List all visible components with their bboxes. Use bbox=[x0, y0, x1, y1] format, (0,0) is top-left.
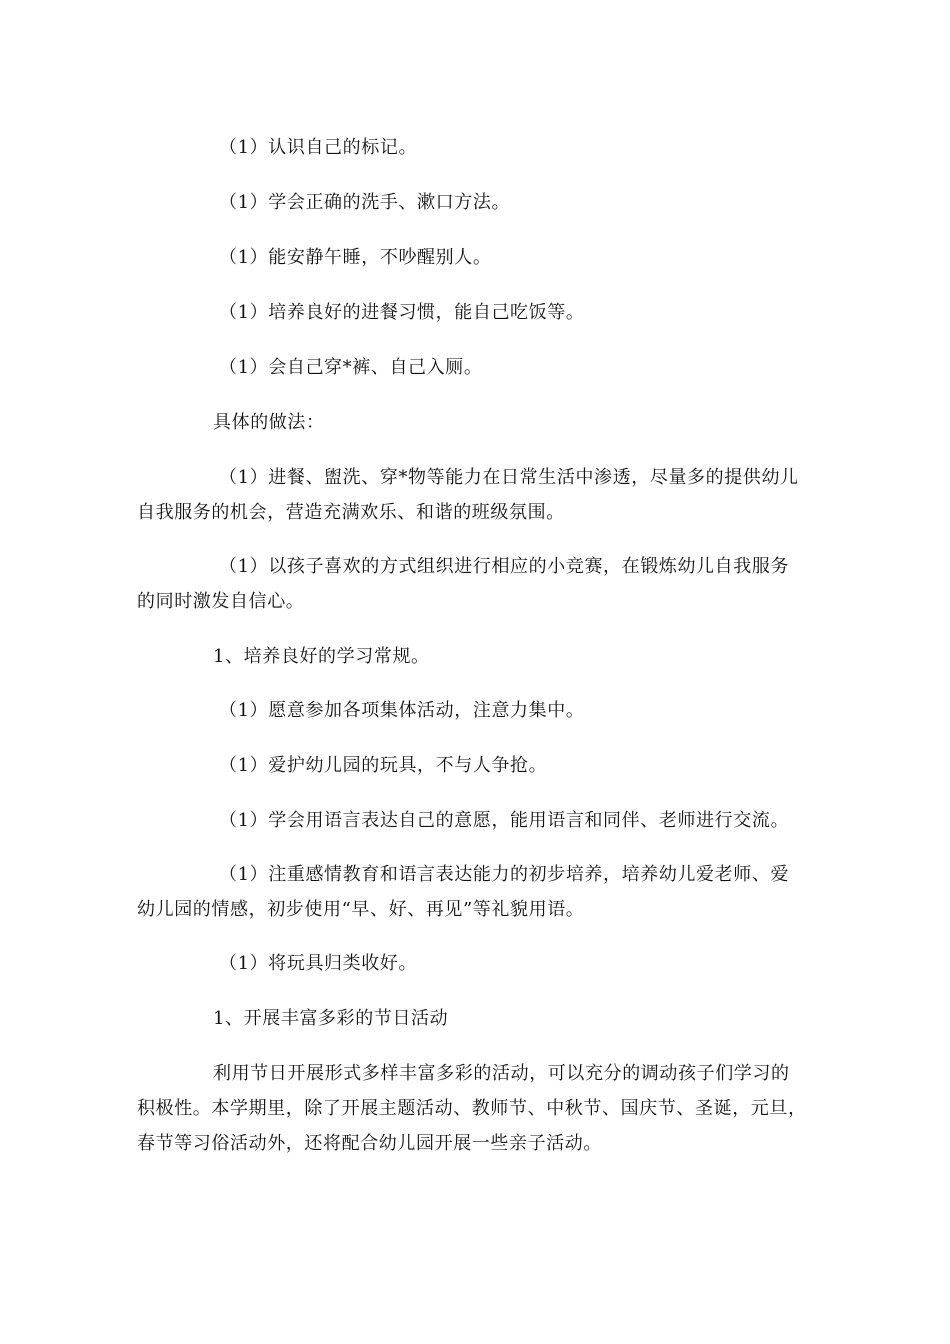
paragraph-line: 春节等习俗活动外，还将配合幼儿园开展一些亲子活动。 bbox=[137, 1133, 602, 1154]
paragraph-line: （1）将玩具归类收好。 bbox=[219, 953, 418, 974]
paragraph-line: 幼儿园的情感，初步使用“早、好、再见”等礼貌用语。 bbox=[137, 899, 585, 920]
paragraph-line: 自我服务的机会，营造充满欢乐、和谐的班级氛围。 bbox=[137, 502, 565, 523]
paragraph-line: （1）爱护幼儿园的玩具，不与人争抢。 bbox=[219, 755, 548, 776]
section-heading: 具体的做法： bbox=[213, 412, 325, 433]
paragraph-line: （1）培养良好的进餐习惯，能自己吃饭等。 bbox=[219, 302, 585, 323]
paragraph-line: （1）以孩子喜欢的方式组织进行相应的小竞赛，在锻炼幼儿自我服务 bbox=[219, 556, 790, 577]
section-heading: 1、培养良好的学习常规。 bbox=[213, 646, 430, 667]
paragraph-line: （1）注重感情教育和语言表达能力的初步培养，培养幼儿爱老师、爱 bbox=[219, 864, 790, 885]
section-heading: 1、开展丰富多彩的节日活动 bbox=[213, 1008, 449, 1029]
paragraph-line: （1）愿意参加各项集体活动，注意力集中。 bbox=[219, 700, 585, 721]
paragraph-line: （1）认识自己的标记。 bbox=[219, 137, 418, 158]
paragraph-line: （1）会自己穿*裤、自己入厕。 bbox=[219, 357, 483, 378]
paragraph-line: （1）学会正确的洗手、漱口方法。 bbox=[219, 192, 511, 213]
paragraph-line: 利用节日开展形式多样丰富多彩的活动，可以充分的调动孩子们学习的 bbox=[213, 1063, 790, 1084]
paragraph-line: （1）能安静午睡，不吵醒别人。 bbox=[219, 247, 492, 268]
paragraph-line: 的同时激发自信心。 bbox=[137, 591, 305, 612]
paragraph-line: 积极性。本学期里，除了开展主题活动、教师节、中秋节、国庆节、圣诞，元旦， bbox=[137, 1098, 807, 1119]
paragraph-line: （1）学会用语言表达自己的意愿，能用语言和同伴、老师进行交流。 bbox=[219, 810, 790, 831]
paragraph-line: （1）进餐、盥洗、穿*物等能力在日常生活中渗透，尽量多的提供幼儿 bbox=[219, 467, 799, 488]
